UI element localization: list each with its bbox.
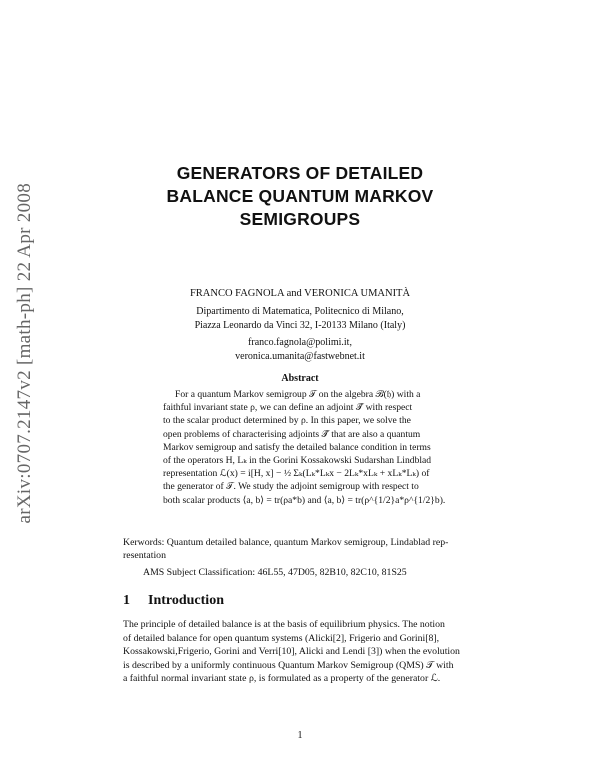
abstract-line: of the operators H, Lₖ in the Gorini Kossakowski Sudarshan Lindblad [163, 455, 432, 467]
abstract-line: Markov semigroup and satisfy the detailed balance condition in terms [163, 441, 431, 453]
intro-paragraph [123, 618, 478, 686]
keywords [123, 536, 478, 562]
body-line: The principle of detailed balance is at the basis of equilibrium physics. The notion [123, 619, 445, 630]
keywords-line: resentation [123, 550, 166, 561]
title-line: SEMIGROUPS [239, 209, 361, 229]
body-line: is described by a uniformly continuous Quantum Markov Semigroup (QMS) 𝒯 with [123, 659, 454, 671]
email-line: veronica.umanita@fastwebnet.it [235, 351, 365, 362]
emails [100, 336, 500, 364]
authors: FRANCO FAGNOLA and VERONICA UMANITÀ [189, 288, 411, 299]
affiliation-line: Dipartimento di Matematica, Politecnico di Milano, [196, 306, 404, 317]
abstract-line: both scalar products ⟨a, b⟩ = tr(ρa*b) and ⟨a, b⟩ = tr(ρ^{1/2}a*ρ^{1/2}b). [163, 494, 446, 506]
title-line: BALANCE QUANTUM MARKOV [166, 186, 434, 206]
paper-title [120, 162, 480, 231]
email-line: franco.fagnola@polimi.it, [248, 337, 352, 348]
section-heading [123, 593, 224, 609]
abstract-line: open problems of characterising adjoints 𝒯̃ that are also a quantum [163, 428, 421, 440]
abstract-line: to the scalar product determined by ρ. In this paper, we solve the [163, 415, 411, 427]
section-title: Introduction [148, 593, 224, 608]
abstract-line: the generator of 𝒯. We study the adjoint semigroup with respect to [163, 481, 419, 493]
abstract-heading: Abstract [281, 373, 319, 384]
abstract-line: For a quantum Markov semigroup 𝒯 on the algebra ℬ(𝔥) with a [175, 389, 421, 400]
arxiv-stamp: arXiv:0707.2147v2 [math-ph] 22 Apr 2008 [14, 183, 35, 524]
body-line: Kossakowski,Frigerio, Gorini and Verri[10], Alicki and Lendi [3]) when the evolution [123, 646, 460, 657]
section-number: 1 [123, 593, 130, 608]
abstract-body [163, 388, 446, 507]
page-number: 1 [297, 730, 303, 741]
affiliation [100, 305, 500, 333]
body-line: of detailed balance for open quantum systems (Alicki[2], Frigerio and Gorini[8], [123, 632, 440, 644]
title-line: GENERATORS OF DETAILED [176, 163, 424, 183]
abstract-line: representation ℒ(x) = i[H, x] − ½ Σₖ(Lₖ*Lₖx − 2Lₖ*xLₖ + xLₖ*Lₖ) of [163, 468, 430, 480]
ams-classification: AMS Subject Classification: 46L55, 47D05, 82B10, 82C10, 81S25 [143, 567, 407, 578]
body-line: a faithful normal invariant state ρ, is formulated as a property of the generator ℒ. [123, 673, 441, 684]
keywords-line: Kerwords: Quantum detailed balance, quantum Markov semigroup, Lindablad rep- [123, 537, 449, 548]
abstract-line: faithful invariant state ρ, we can define an adjoint 𝒯̃ with respect [163, 402, 413, 414]
affiliation-line: Piazza Leonardo da Vinci 32, I-20133 Milano (Italy) [194, 320, 406, 331]
